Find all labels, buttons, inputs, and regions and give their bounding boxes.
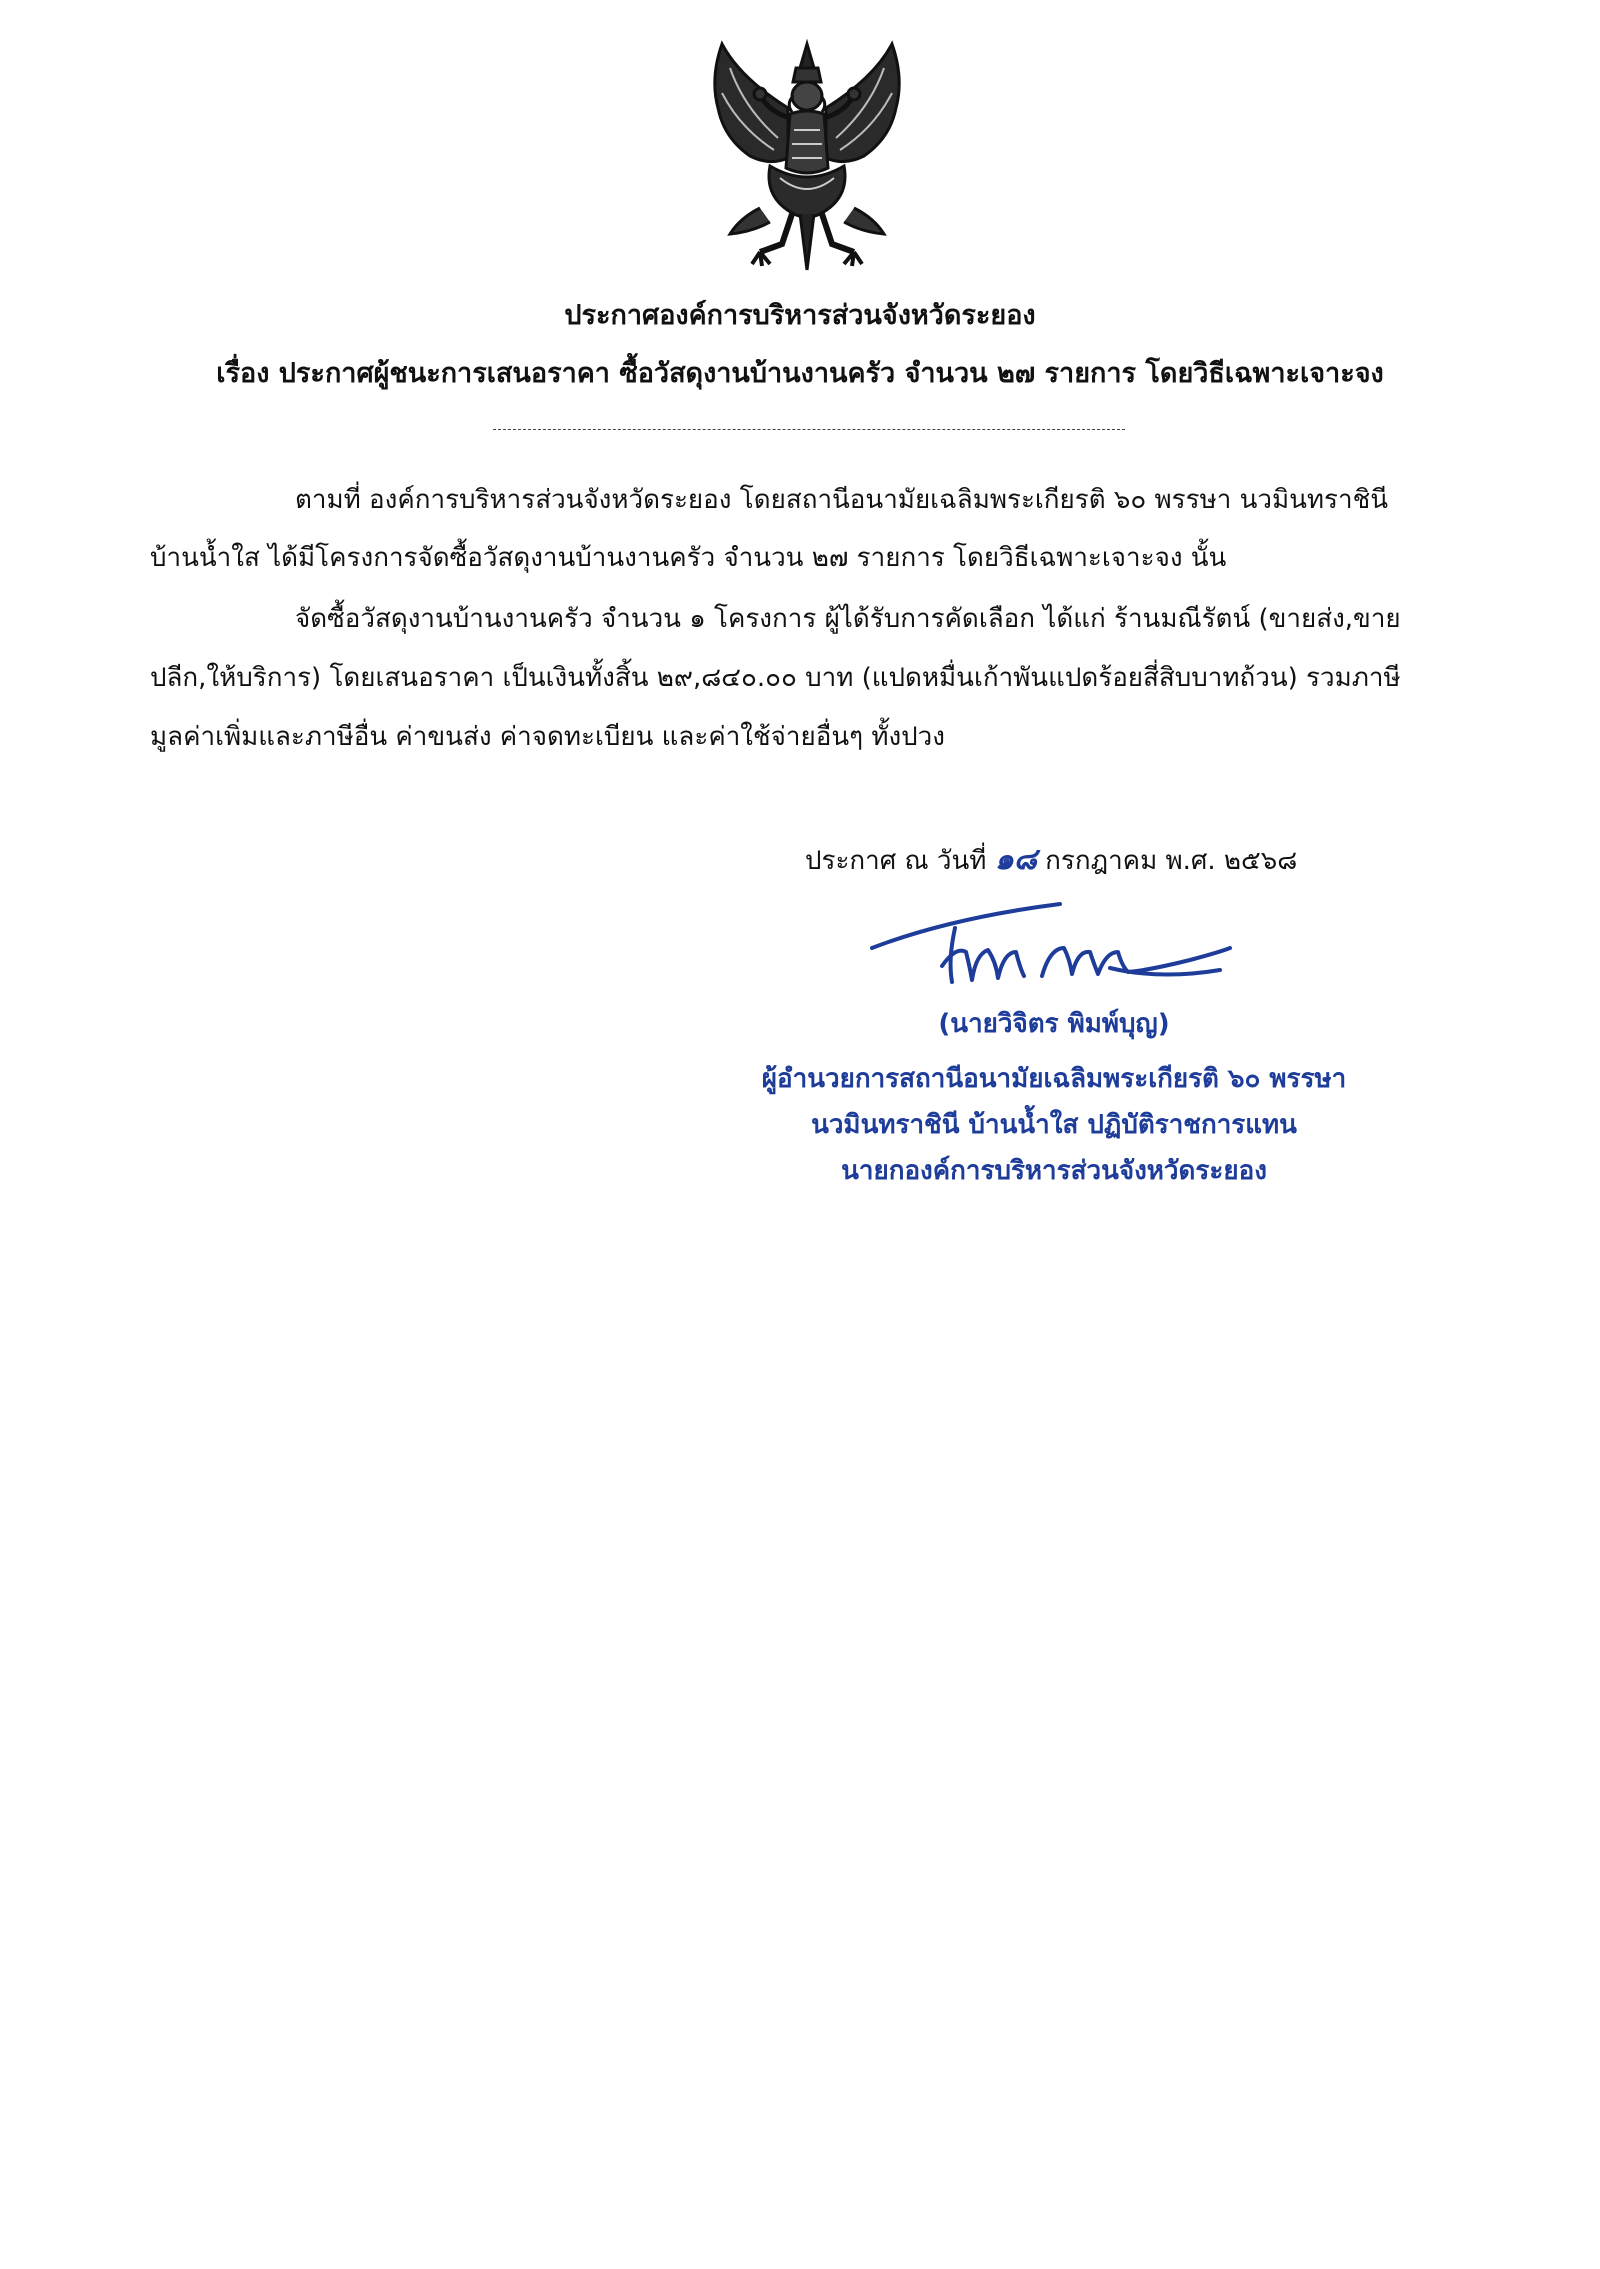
- paragraph-1-line-2: บ้านน้ำใส ได้มีโครงการจัดซื้อวัสดุงานบ้านงานครัว จำนวน ๒๗ รายการ โดยวิธีเฉพาะเจาะจง นั้น: [150, 543, 1227, 573]
- announcement-date-prefix: ประกาศ ณ วันที่: [805, 846, 987, 876]
- document-issuer-heading: ประกาศองค์การบริหารส่วนจังหวัดระยอง: [564, 300, 1036, 331]
- paragraph-2-line-2: ปลีก,ให้บริการ) โดยเสนอราคา เป็นเงินทั้งสิ้น ๒๙,๘๔๐.๐๐ บาท (แปดหมื่นเก้าพันแปดร้อยสี่สิบบาทถ้วน) รวมภาษี: [150, 663, 1401, 693]
- paragraph-1-line-1: ตามที่ องค์การบริหารส่วนจังหวัดระยอง โดยสถานีอนามัยเฉลิมพระเกียรติ ๖๐ พรรษา นวมินทราชินี: [295, 485, 1389, 515]
- announcement-month-year: กรกฎาคม พ.ศ. ๒๕๖๘: [1045, 846, 1298, 876]
- document-subject-heading: เรื่อง ประกาศผู้ชนะการเสนอราคา ซื้อวัสดุงานบ้านงานครัว จำนวน ๒๗ รายการ โดยวิธีเฉพาะเจาะจง: [216, 358, 1384, 389]
- signer-title-line-1: ผู้อำนวยการสถานีอนามัยเฉลิมพระเกียรติ ๖๐ พรรษา: [761, 1064, 1347, 1094]
- heading-separator: [493, 429, 1125, 430]
- announcement-day-handwritten: ๑๘: [994, 842, 1037, 877]
- signer-title-line-2: นวมินทราชินี บ้านน้ำใส ปฏิบัติราชการแทน: [811, 1110, 1297, 1140]
- handwritten-signature: [860, 890, 1235, 1000]
- paragraph-2-line-3: มูลค่าเพิ่มและภาษีอื่น ค่าขนส่ง ค่าจดทะเบียน และค่าใช้จ่ายอื่นๆ ทั้งปวง: [150, 722, 945, 752]
- paragraph-2-line-1: จัดซื้อวัสดุงานบ้านงานครัว จำนวน ๑ โครงการ ผู้ได้รับการคัดเลือก ได้แก่ ร้านมณีรัตน์ (ขายส่ง,ขาย: [295, 604, 1401, 634]
- signer-title-line-3: นายกองค์การบริหารส่วนจังหวัดระยอง: [841, 1156, 1267, 1186]
- garuda-emblem-icon: [700, 38, 915, 273]
- announcement-date: [805, 836, 1297, 883]
- signer-name: (นายวิจิตร พิมพ์บุญ): [938, 1009, 1170, 1039]
